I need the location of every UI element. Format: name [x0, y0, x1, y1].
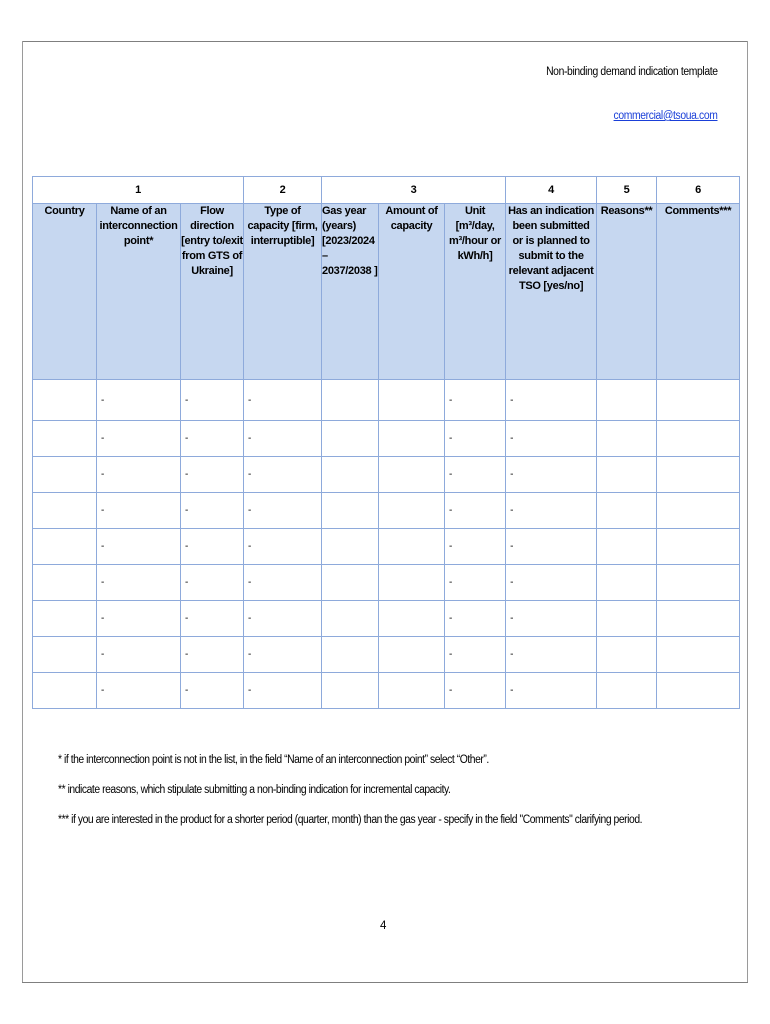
table-cell[interactable] [33, 673, 97, 709]
column-header-tso-indication: Has an indication been submitted or is planned to submit to the relevant adjacent TSO [yes/no] [506, 204, 597, 380]
table-cell[interactable]: - [506, 457, 597, 493]
group-number-cell: 4 [506, 177, 597, 204]
table-body [33, 380, 740, 709]
group-number-cell: 3 [322, 177, 506, 204]
table-cell[interactable] [33, 529, 97, 565]
column-header-flow-direction: Flow direction [entry to/exit from GTS of Ukraine] [181, 204, 244, 380]
table-cell[interactable] [597, 493, 657, 529]
column-header-interconnection-point: Name of an interconnection point* [97, 204, 181, 380]
table-cell[interactable]: - [506, 673, 597, 709]
footnote: * if the interconnection point is not in the list, in the field “Name of an interconnection point” select “Other”. [58, 754, 489, 766]
table-cell[interactable] [597, 421, 657, 457]
table-cell[interactable] [657, 673, 740, 709]
page-border-right [747, 41, 748, 983]
table-cell[interactable] [379, 601, 445, 637]
table-row [33, 529, 740, 565]
column-header-country: Country [33, 204, 97, 380]
table-cell[interactable] [33, 493, 97, 529]
table-cell[interactable] [33, 421, 97, 457]
table-cell[interactable]: - [445, 637, 506, 673]
table-cell[interactable] [597, 457, 657, 493]
table-cell[interactable] [379, 457, 445, 493]
demand-table [32, 176, 740, 709]
table-cell[interactable]: - [445, 601, 506, 637]
table-cell[interactable]: - [445, 565, 506, 601]
table-cell[interactable] [322, 457, 379, 493]
table-cell[interactable] [33, 601, 97, 637]
table-cell[interactable] [657, 493, 740, 529]
table-cell[interactable]: - [97, 421, 181, 457]
table-cell[interactable]: - [445, 380, 506, 421]
table-cell[interactable] [322, 601, 379, 637]
table-row [33, 380, 740, 421]
table-row [33, 457, 740, 493]
column-header-amount: Amount of capacity [379, 204, 445, 380]
table-cell[interactable]: - [445, 457, 506, 493]
column-header-capacity-type: Type of capacity [firm, interruptible] [244, 204, 322, 380]
column-header-comments: Comments*** [657, 204, 740, 380]
page-number: 4 [380, 920, 387, 932]
page-border-left [22, 41, 23, 983]
table-cell[interactable]: - [181, 493, 244, 529]
table-cell[interactable]: - [506, 529, 597, 565]
table-cell[interactable]: - [506, 601, 597, 637]
page-border-bottom [22, 982, 748, 983]
table-cell[interactable] [657, 380, 740, 421]
table-cell[interactable]: - [506, 421, 597, 457]
document-title: Non-binding demand indication template [546, 66, 718, 78]
column-header-reasons: Reasons** [597, 204, 657, 380]
table-cell[interactable] [379, 380, 445, 421]
table-cell[interactable] [657, 637, 740, 673]
table-cell[interactable]: - [445, 529, 506, 565]
table-cell[interactable] [597, 565, 657, 601]
table-cell[interactable]: - [181, 673, 244, 709]
table-cell[interactable]: - [445, 493, 506, 529]
table-cell[interactable] [33, 457, 97, 493]
table-cell[interactable]: - [244, 637, 322, 673]
table-cell[interactable] [657, 457, 740, 493]
table-cell[interactable] [597, 529, 657, 565]
table-cell[interactable] [33, 380, 97, 421]
table-cell[interactable]: - [97, 380, 181, 421]
table-cell[interactable]: - [506, 380, 597, 421]
column-header-unit: Unit [m³/day, m³/hour or kWh/h] [445, 204, 506, 380]
table-cell[interactable]: - [97, 601, 181, 637]
group-number-cell: 5 [597, 177, 657, 204]
table-cell[interactable] [657, 421, 740, 457]
table-row [33, 565, 740, 601]
table-cell[interactable] [33, 637, 97, 673]
table-cell[interactable]: - [244, 380, 322, 421]
table-cell[interactable] [379, 637, 445, 673]
table-cell[interactable]: - [445, 673, 506, 709]
footnote: ** indicate reasons, which stipulate submitting a non-binding indication for incremental capacity. [58, 784, 451, 796]
table-cell[interactable] [657, 565, 740, 601]
table-cell[interactable] [322, 565, 379, 601]
table-cell[interactable]: - [181, 457, 244, 493]
table-cell[interactable]: - [181, 637, 244, 673]
table-row [33, 673, 740, 709]
table-cell[interactable]: - [244, 601, 322, 637]
footnote: *** if you are interested in the product for a shorter period (quarter, month) than the gas year - specify in the field "Comments" clarifying period. [58, 814, 643, 826]
table-cell[interactable] [322, 637, 379, 673]
column-header-gas-year: Gas year (years) [2023/2024 – 2037/2038 ] [322, 204, 379, 380]
table-cell[interactable]: - [97, 565, 181, 601]
group-number-cell: 1 [33, 177, 244, 204]
table-cell[interactable] [379, 529, 445, 565]
table-cell[interactable] [322, 493, 379, 529]
page-border-top [22, 41, 748, 42]
table-cell[interactable]: - [244, 493, 322, 529]
table-cell[interactable]: - [244, 673, 322, 709]
table-cell[interactable]: - [181, 601, 244, 637]
table-cell[interactable]: - [97, 457, 181, 493]
table-cell[interactable]: - [181, 380, 244, 421]
table-cell[interactable]: - [97, 637, 181, 673]
table-cell[interactable] [379, 493, 445, 529]
table-cell[interactable]: - [181, 421, 244, 457]
table-cell[interactable] [322, 673, 379, 709]
table-cell[interactable] [657, 601, 740, 637]
table-row [33, 493, 740, 529]
table-cell[interactable]: - [506, 493, 597, 529]
table-cell[interactable] [379, 673, 445, 709]
table-cell[interactable] [33, 565, 97, 601]
table-cell[interactable]: - [506, 637, 597, 673]
table-cell[interactable] [322, 421, 379, 457]
table-row [33, 421, 740, 457]
table-cell[interactable]: - [181, 565, 244, 601]
table-cell[interactable]: - [445, 421, 506, 457]
table-cell[interactable]: - [244, 529, 322, 565]
group-number-cell: 6 [657, 177, 740, 204]
table-row [33, 637, 740, 673]
table-cell[interactable]: - [244, 421, 322, 457]
footnotes [58, 745, 706, 835]
table-cell[interactable]: - [244, 565, 322, 601]
table-cell[interactable] [322, 380, 379, 421]
table-cell[interactable]: - [181, 529, 244, 565]
table-cell[interactable] [597, 673, 657, 709]
table-row [33, 601, 740, 637]
email-link[interactable]: commercial@tsoua.com [614, 110, 718, 122]
table-cell[interactable]: - [506, 565, 597, 601]
table-cell[interactable] [597, 380, 657, 421]
table-cell[interactable] [379, 421, 445, 457]
group-number-row [33, 177, 740, 204]
table-cell[interactable]: - [97, 529, 181, 565]
table-cell[interactable]: - [97, 673, 181, 709]
table-cell[interactable]: - [244, 457, 322, 493]
column-header-row [33, 204, 740, 380]
table-cell[interactable] [657, 529, 740, 565]
table-cell[interactable]: - [97, 493, 181, 529]
group-number-cell: 2 [244, 177, 322, 204]
table-cell[interactable] [379, 565, 445, 601]
table-cell[interactable] [322, 529, 379, 565]
table-cell[interactable] [597, 637, 657, 673]
table-cell[interactable] [597, 601, 657, 637]
